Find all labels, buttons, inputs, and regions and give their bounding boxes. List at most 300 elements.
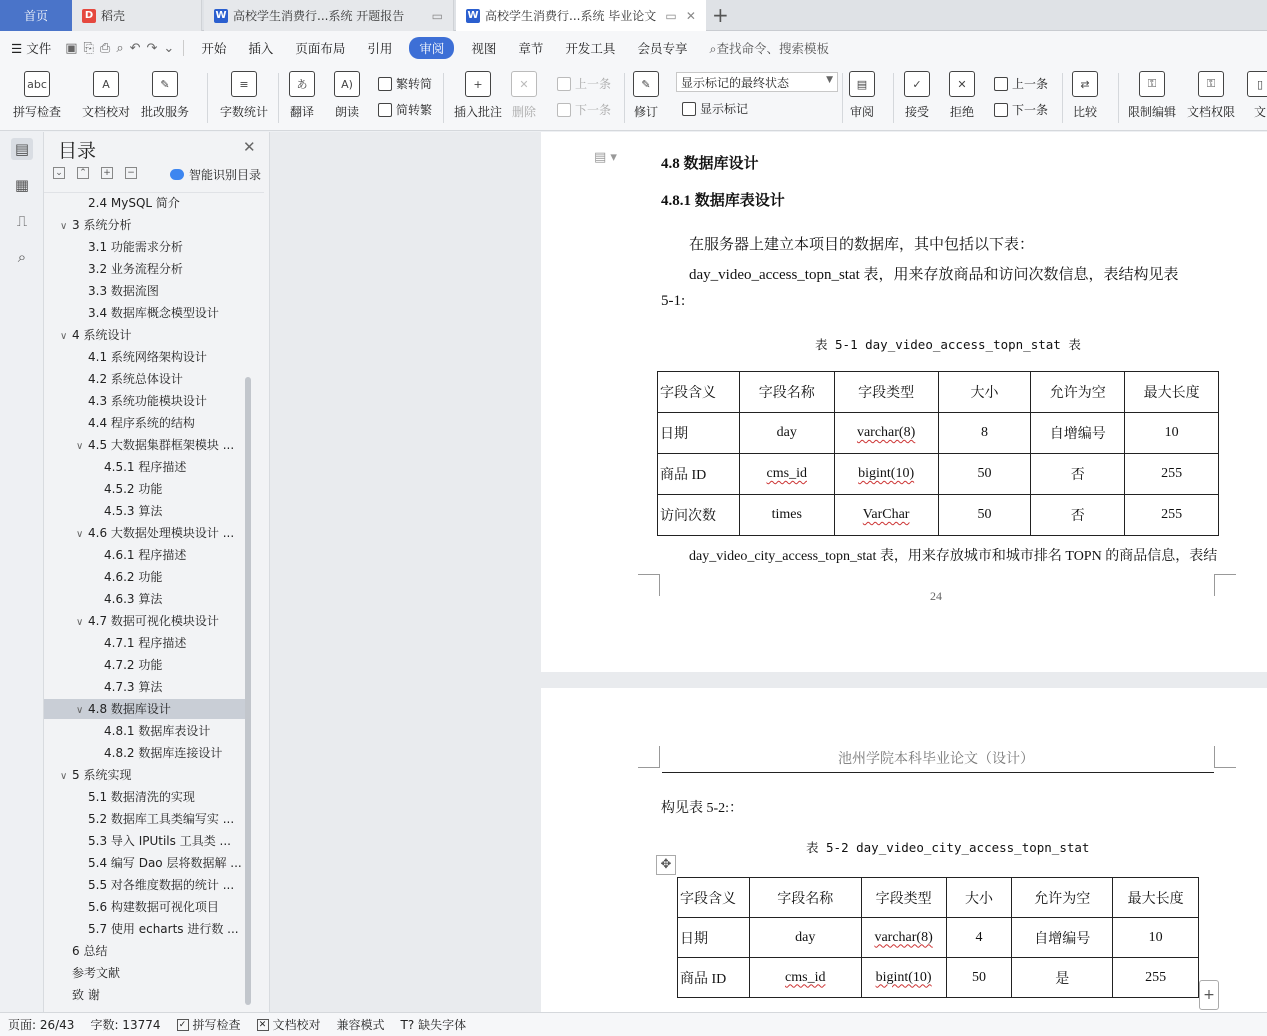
export-icon[interactable]: ⎘ (83, 40, 94, 56)
compare-icon: ⇄ (1072, 71, 1098, 97)
status-bar (0, 1012, 1267, 1036)
batch-icon: ✎ (152, 71, 178, 97)
toc-item[interactable] (44, 985, 246, 1005)
table-header-cell: 允许为空 (1012, 878, 1113, 918)
more-icon[interactable]: ⌄ (163, 40, 175, 56)
toc-item[interactable] (44, 413, 246, 433)
insert-comment-label: 插入批注 (454, 105, 503, 119)
doccheck-button[interactable] (82, 71, 130, 120)
table-row (678, 958, 1199, 998)
reject-icon: ✕ (949, 71, 975, 97)
track-changes-button[interactable] (633, 71, 659, 120)
divider (893, 73, 894, 123)
prev-comment-button[interactable] (557, 75, 611, 92)
toc-item[interactable] (44, 831, 246, 851)
chevron-down-icon[interactable]: ∨ (76, 705, 84, 716)
reject-button[interactable] (949, 71, 975, 120)
smart-toc-button[interactable] (170, 166, 261, 183)
table-5-1 (657, 371, 1219, 536)
next-comment-button[interactable] (557, 101, 611, 118)
table-row (658, 495, 1219, 536)
review-pane-button[interactable] (849, 71, 875, 120)
table-header-cell: 字段含义 (678, 878, 750, 918)
toc-item-label: 3.2 业务流程分析 (88, 262, 183, 276)
trad-to-simp-button[interactable] (378, 75, 432, 92)
divider (624, 73, 625, 123)
toc-item-label: 4.7 数据可视化模块设计 (88, 614, 219, 628)
left-icon-bar (0, 132, 44, 1012)
menu-insert[interactable]: 插入 (248, 41, 274, 56)
new-tab-button[interactable]: + (712, 3, 729, 27)
batch-service-button[interactable] (141, 71, 189, 120)
chevron-down-icon[interactable]: ∨ (60, 221, 68, 232)
chevron-down-icon[interactable]: ∨ (76, 529, 84, 540)
toc-item-label: 4.2 系统总体设计 (88, 372, 183, 386)
divider (443, 73, 444, 123)
table-header-cell: 字段名称 (739, 372, 834, 413)
toc-item[interactable] (44, 721, 246, 741)
chevron-down-icon[interactable]: ∨ (60, 771, 68, 782)
table-header-cell: 大小 (946, 878, 1012, 918)
toc-item-label: 4.8.2 数据库连接设计 (104, 746, 223, 760)
toc-item[interactable] (44, 523, 246, 543)
table-cell: 50 (938, 454, 1031, 495)
close-icon[interactable]: ✕ (685, 8, 696, 23)
tab-proposal-doc[interactable] (204, 0, 454, 31)
spell-status-label: 拼写检查 (192, 1018, 241, 1032)
menu-view[interactable]: 视图 (471, 41, 497, 56)
search-icon[interactable]: ⌕ (17, 248, 27, 266)
toc-item-label: 5.4 编写 Dao 层将数据解 ... (88, 856, 242, 870)
expand-up-icon[interactable]: ⌃ (77, 167, 89, 179)
spellcheck-label: 拼写检查 (13, 105, 62, 119)
toc-title: 目录 (58, 140, 97, 162)
toc-item[interactable] (44, 501, 246, 521)
prev-icon (557, 77, 571, 91)
tab-thesis-doc[interactable] (456, 0, 706, 31)
table-cell: cms_id (749, 958, 861, 998)
table-cell: 日期 (678, 918, 750, 958)
checkbox-icon: ✕ (257, 1019, 269, 1031)
toc-item-label: 4.4 程序系统的结构 (88, 416, 195, 430)
menu-layout[interactable]: 页面布局 (295, 41, 346, 56)
toc-item[interactable] (44, 457, 246, 477)
toc-item[interactable] (44, 897, 246, 917)
table-header-cell: 最大长度 (1125, 372, 1219, 413)
table-header-cell: 大小 (938, 372, 1031, 413)
wordcount-icon: ≡ (231, 71, 257, 97)
compare-button[interactable] (1072, 71, 1098, 120)
menu-chapter[interactable]: 章节 (518, 41, 544, 56)
table-cell: 商品 ID (658, 454, 740, 495)
trad-label: 繁转简 (396, 77, 433, 91)
toc-item[interactable] (44, 567, 246, 587)
monitor-icon: ▭ (431, 8, 443, 23)
paragraph-3: day_video_city_access_topn_stat 表，用来存放城市和城市排名 TOPN 的商品信息，表结 (689, 549, 1218, 564)
table-header-cell: 允许为空 (1031, 372, 1125, 413)
checkbox-icon: ✓ (177, 1019, 189, 1031)
next-change-label: 下一条 (1012, 103, 1049, 117)
tab-home-label: 首页 (23, 9, 48, 23)
table-cell: 访问次数 (658, 495, 740, 536)
translate-icon: あ (289, 71, 315, 97)
toc-panel (44, 132, 270, 1012)
toc-item-label: 4.7.3 算法 (104, 680, 163, 694)
show-markup-button[interactable] (682, 100, 748, 117)
search-icon: ⌕ (709, 41, 717, 56)
smart-toc-label: 智能识别目录 (189, 168, 262, 182)
delete-label: 删除 (511, 105, 536, 119)
undo-icon[interactable]: ↶ (129, 40, 141, 56)
save-icon[interactable]: ▣ (65, 40, 78, 56)
speaker-icon: A) (334, 71, 360, 97)
collapse-all-icon[interactable]: ⌄ (53, 167, 65, 179)
table-5-2 (677, 877, 1199, 998)
markup-state-select[interactable] (676, 72, 838, 92)
toc-item[interactable] (44, 215, 246, 235)
markup-icon (682, 102, 696, 116)
toc-item-label: 3 系统分析 (72, 218, 132, 232)
toc-item-label: 4.5 大数据集群框架模块 ... (88, 438, 235, 452)
insert-comment-button[interactable] (454, 71, 502, 120)
table-cell: 否 (1031, 495, 1125, 536)
toc-item-label: 4.6.3 算法 (104, 592, 163, 606)
tab-thesis-label: 高校学生消费行...系统 毕业论文 (485, 9, 657, 23)
search-placeholder: 查找命令、搜索模板 (716, 41, 829, 56)
table-cell: 自增编号 (1012, 918, 1113, 958)
toc-item[interactable] (44, 281, 246, 301)
file-menu[interactable]: ☰ 文件 (11, 41, 52, 56)
toc-item[interactable] (44, 787, 246, 807)
accept-button[interactable] (904, 71, 930, 120)
toc-item-label: 4 系统设计 (72, 328, 132, 342)
page-indicator[interactable]: 页面: 26/43 (8, 1018, 75, 1032)
table-row (658, 454, 1219, 495)
divider (207, 73, 208, 123)
doc-icon: ▯ (1247, 71, 1267, 97)
prev-label: 上一条 (575, 77, 612, 91)
missing-font-label: 缺失字体 (418, 1018, 467, 1032)
table-cell: varchar(8) (861, 918, 946, 958)
next-label: 下一条 (575, 103, 612, 117)
word-icon: W (215, 10, 227, 21)
page-number: 24 (930, 589, 942, 603)
table-cell: 255 (1113, 958, 1199, 998)
next-change-button[interactable] (994, 101, 1048, 118)
doc-permission-button[interactable] (1187, 71, 1235, 120)
table-header-cell: 字段含义 (658, 372, 740, 413)
table-cell: day (749, 918, 861, 958)
table-cell: 商品 ID (678, 958, 750, 998)
toc-item[interactable] (44, 853, 246, 873)
daoke-icon: D (82, 9, 96, 23)
table-header-cell: 字段类型 (861, 878, 946, 918)
wordcount-button[interactable] (220, 71, 268, 120)
toc-item-label: 4.5.3 算法 (104, 504, 163, 518)
toc-item-label: 参考文献 (72, 966, 121, 980)
simp-to-trad-button[interactable] (378, 101, 432, 118)
toc-item-label: 4.3 系统功能模块设计 (88, 394, 207, 408)
chevron-down-icon: ▼ (826, 75, 833, 85)
toc-item[interactable] (44, 655, 246, 675)
table-header-cell: 字段名称 (749, 878, 861, 918)
table-cell: bigint(10) (861, 958, 946, 998)
toc-item-label: 3.1 功能需求分析 (88, 240, 183, 254)
menu-devtools[interactable]: 开发工具 (565, 41, 616, 56)
toc-item-label: 3.4 数据库概念模型设计 (88, 306, 219, 320)
preview-icon[interactable]: ⌕ (116, 40, 124, 56)
paragraph-2b: 5-1: (661, 293, 686, 309)
toc-item-label: 5.7 使用 echarts 进行数 ... (88, 922, 239, 936)
toc-item[interactable] (44, 369, 246, 389)
spellcheck-button[interactable] (13, 71, 61, 120)
lock-icon: ⚿ (1139, 71, 1165, 97)
menu-reference[interactable]: 引用 (367, 41, 393, 56)
toc-item[interactable] (44, 633, 246, 653)
table-header-row (658, 372, 1219, 413)
toc-item[interactable] (44, 941, 246, 961)
divider (1118, 73, 1119, 123)
toc-item-label: 4.1 系统网络架构设计 (88, 350, 207, 364)
table-header-row (678, 878, 1199, 918)
table-cell: 10 (1113, 918, 1199, 958)
monitor-icon: ▭ (665, 8, 677, 23)
header-rule (662, 772, 1214, 773)
add-heading-icon[interactable]: + (101, 167, 113, 179)
next-change-icon (994, 103, 1008, 117)
menu-start[interactable]: 开始 (201, 41, 227, 56)
paragraph-2a: day_video_access_topn_stat 表，用来存放商品和访问次数信息，表结构见表 (689, 267, 1179, 283)
toc-item[interactable] (44, 479, 246, 499)
doc-more-button[interactable] (1247, 71, 1267, 120)
track-label: 修订 (633, 105, 658, 119)
table-cell: 是 (1012, 958, 1113, 998)
toc-item[interactable] (44, 325, 246, 345)
toc-scrollbar[interactable] (245, 377, 251, 1005)
doc-more-label: 文 (1253, 105, 1266, 119)
table-cell: 自增编号 (1031, 413, 1125, 454)
page-header: 池州学院本科毕业论文（设计） (838, 751, 1034, 767)
word-count[interactable]: 字数: 13774 (90, 1018, 161, 1032)
toc-item-label: 2.4 MySQL 简介 (88, 196, 180, 210)
toc-list (44, 192, 264, 1012)
table-cell: 10 (1125, 413, 1219, 454)
table-row (658, 413, 1219, 454)
toc-item[interactable] (44, 589, 246, 609)
outline-icon[interactable]: ▦ (14, 176, 30, 194)
toc-item[interactable] (44, 677, 246, 697)
track-icon: ✎ (633, 71, 659, 97)
toc-item-label: 5.1 数据清洗的实现 (88, 790, 195, 804)
chevron-down-icon[interactable]: ∨ (60, 331, 68, 342)
doccheck-icon: A (93, 71, 119, 97)
delete-comment-button[interactable] (511, 71, 537, 120)
toc-item-label: 4.5.2 功能 (104, 482, 163, 496)
table-cell: times (739, 495, 834, 536)
doc-perm-label: 文档权限 (1187, 105, 1236, 119)
read-aloud-button[interactable] (334, 71, 360, 120)
table-cell: 50 (938, 495, 1031, 536)
toc-item-label: 5.5 对各维度数据的统计 ... (88, 878, 235, 892)
tab-proposal-label: 高校学生消费行...系统 开题报告 (233, 9, 405, 23)
prev-change-button[interactable] (994, 75, 1048, 92)
toc-item-label: 5.2 数据库工具类编写实 ... (88, 812, 235, 826)
crop-mark (1214, 574, 1236, 596)
spellcheck-icon: abc (24, 71, 50, 97)
tab-daoke-label: 稻壳 (101, 9, 126, 23)
comment-plus-icon: + (465, 71, 491, 97)
toc-item[interactable] (44, 259, 246, 279)
toc-panel-icon[interactable]: ▤ (11, 138, 33, 160)
readaloud-label: 朗读 (334, 105, 359, 119)
wordcount-label: 字数统计 (220, 105, 269, 119)
show-markup-label: 显示标记 (700, 102, 749, 116)
file-menu-label: 文件 (26, 41, 52, 56)
table-header-cell: 最大长度 (1113, 878, 1199, 918)
chevron-down-icon[interactable]: ∨ (76, 617, 84, 628)
toc-item-label: 4.8.1 数据库表设计 (104, 724, 211, 738)
accept-icon: ✓ (904, 71, 930, 97)
toc-item[interactable] (44, 347, 246, 367)
tab-daoke[interactable] (72, 0, 202, 31)
next-icon (557, 103, 571, 117)
divider (183, 40, 184, 56)
word-icon: W (467, 10, 479, 21)
table-cell: varchar(8) (834, 413, 938, 454)
toc-item[interactable] (44, 545, 246, 565)
toc-item[interactable] (44, 809, 246, 829)
toc-item[interactable] (44, 963, 246, 983)
batch-label: 批改服务 (141, 105, 190, 119)
add-row-button[interactable]: + (1199, 980, 1219, 1010)
toc-item[interactable] (44, 875, 246, 895)
toc-item-label: 4.8 数据库设计 (88, 702, 171, 716)
missing-font-button[interactable] (393, 1016, 475, 1033)
paragraph-icon[interactable]: ▤ ▾ (594, 150, 617, 165)
trad-icon (378, 77, 392, 91)
translate-label: 翻译 (289, 105, 314, 119)
toc-item-label: 4.6.1 程序描述 (104, 548, 187, 562)
table-cell: bigint(10) (834, 454, 938, 495)
table-5-2-caption: 表 5-2 day_video_city_access_topn_stat (806, 840, 1090, 855)
table-cell: VarChar (834, 495, 938, 536)
translate-button[interactable] (289, 71, 315, 120)
comment-delete-icon: ✕ (511, 71, 537, 97)
prev-change-label: 上一条 (1012, 77, 1049, 91)
toc-item-label: 4.7.1 程序描述 (104, 636, 187, 650)
table-cell: 否 (1031, 454, 1125, 495)
toc-item[interactable] (44, 919, 246, 939)
print-icon[interactable]: ⎙ (99, 40, 111, 56)
check-status-label: 文档校对 (272, 1018, 321, 1032)
toc-item[interactable] (44, 237, 246, 257)
table-cell: 255 (1125, 495, 1219, 536)
toc-item-label: 4.6 大数据处理模块设计 ... (88, 526, 235, 540)
prev-change-icon (994, 77, 1008, 91)
robot-icon (170, 169, 184, 180)
chevron-down-icon[interactable]: ∨ (76, 441, 84, 452)
table-cell: day (739, 413, 834, 454)
tab-bar (0, 0, 1267, 31)
crop-mark (638, 746, 660, 768)
toc-item[interactable] (44, 391, 246, 411)
toc-item[interactable] (44, 743, 246, 763)
doccheck-toggle[interactable] (249, 1016, 329, 1033)
command-search[interactable] (698, 39, 840, 57)
divider (1062, 73, 1063, 123)
restrict-edit-button[interactable] (1128, 71, 1176, 120)
toc-item-label: 6 总结 (72, 944, 108, 958)
table-5-1-caption: 表 5-1 day_video_access_topn_stat 表 (815, 337, 1081, 352)
table-header-cell: 字段类型 (834, 372, 938, 413)
table-cell: 4 (946, 918, 1012, 958)
remove-heading-icon[interactable]: − (125, 167, 137, 179)
markup-state-value: 显示标记的最终状态 (681, 76, 790, 90)
reject-label: 拒绝 (949, 105, 974, 119)
toc-item[interactable] (44, 611, 246, 631)
table-cell: cms_id (739, 454, 834, 495)
crop-mark (1214, 746, 1236, 768)
table-cell: 日期 (658, 413, 740, 454)
table-cell: 255 (1125, 454, 1219, 495)
crop-mark (638, 574, 660, 596)
doc-lock-icon: ⚿ (1198, 71, 1224, 97)
toc-item-label: 5 系统实现 (72, 768, 132, 782)
compare-label: 比较 (1072, 105, 1097, 119)
table-row (678, 918, 1199, 958)
close-icon[interactable]: ✕ (243, 138, 256, 156)
divider (278, 73, 279, 123)
toc-item-label: 5.6 构建数据可视化项目 (88, 900, 219, 914)
review-label: 审阅 (849, 105, 874, 119)
compat-mode: 兼容模式 (336, 1018, 385, 1032)
simp-icon (378, 103, 392, 117)
tab-home[interactable] (0, 0, 72, 31)
review-ribbon (0, 65, 1267, 131)
menu-member[interactable]: 会员专享 (637, 41, 688, 56)
menu-review[interactable]: 审阅 (409, 37, 454, 59)
paragraph-4: 构见表 5-2:： (661, 801, 744, 816)
toc-item-label: 4.7.2 功能 (104, 658, 163, 672)
heading-4-8-1: 4.8.1 数据库表设计 (661, 193, 785, 209)
font-warning-icon: T? (400, 1017, 415, 1032)
toc-item[interactable] (44, 699, 246, 719)
toc-item-label: 3.3 数据流图 (88, 284, 159, 298)
table-cell: 8 (938, 413, 1031, 454)
simp-label: 简转繁 (396, 103, 433, 117)
menu-bar (0, 31, 1267, 65)
restrict-label: 限制编辑 (1128, 105, 1177, 119)
toc-item-label: 4.5.1 程序描述 (104, 460, 187, 474)
toc-item-label: 致 谢 (72, 988, 100, 1002)
redo-icon[interactable]: ↷ (146, 40, 158, 56)
toc-item[interactable] (44, 303, 246, 323)
doccheck-label: 文档校对 (82, 105, 131, 119)
bookmark-icon[interactable]: ⎍ (16, 212, 28, 230)
paragraph-1: 在服务器上建立本项目的数据库，其中包括以下表： (689, 237, 1035, 253)
toc-item-label: 5.3 导入 IPUtils 工具类 ... (88, 834, 231, 848)
table-cell: 50 (946, 958, 1012, 998)
toc-item[interactable] (44, 765, 246, 785)
spellcheck-toggle[interactable] (169, 1016, 249, 1033)
accept-label: 接受 (904, 105, 929, 119)
heading-4-8: 4.8 数据库设计 (661, 156, 759, 172)
table-move-handle[interactable]: ✥ (656, 855, 676, 875)
review-pane-icon: ▤ (849, 71, 875, 97)
toc-item[interactable] (44, 193, 246, 213)
toc-item[interactable] (44, 435, 246, 455)
toc-item-label: 4.6.2 功能 (104, 570, 163, 584)
